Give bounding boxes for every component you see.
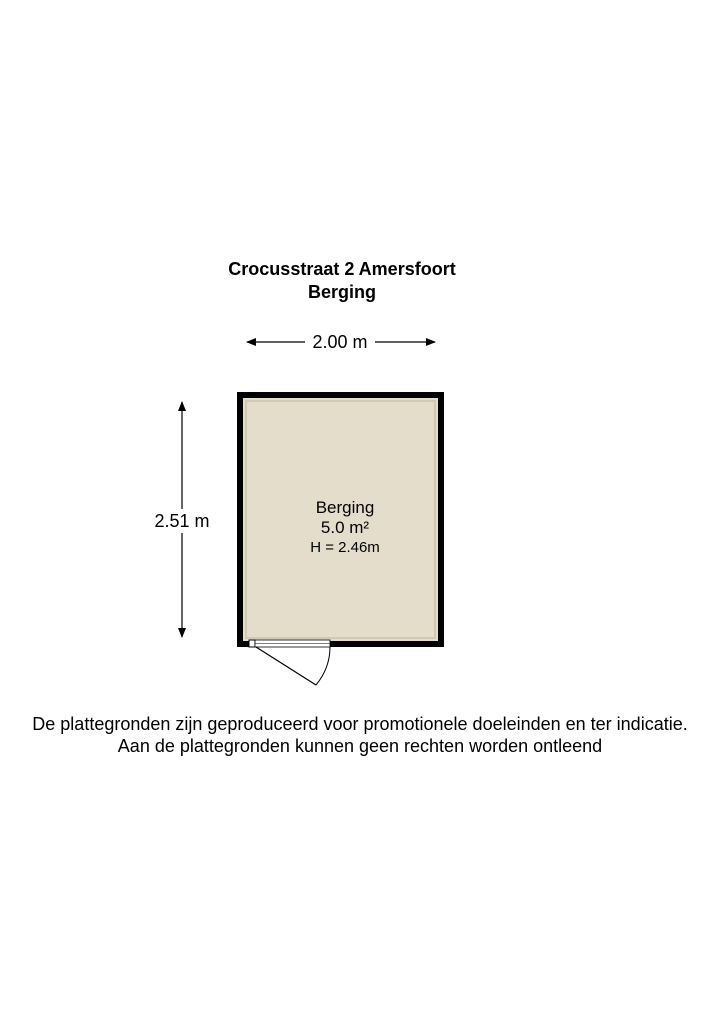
room-height-label: H = 2.46m: [310, 539, 380, 556]
door: [249, 640, 330, 685]
room-area-label: 5.0 m²: [320, 518, 370, 537]
door-swing-arc: [316, 647, 330, 685]
disclaimer-line-2: Aan de plattegronden kunnen geen rechten worden ontleend: [117, 736, 603, 756]
disclaimer-line-1: De plattegronden zijn geproduceerd voor promotionele doeleinden en ter indicatie.: [32, 714, 688, 734]
room-name-label: Berging: [315, 498, 375, 517]
width-dimension-label: 2.00 m: [307, 332, 373, 352]
height-dimension-label: 2.51 m: [148, 511, 216, 531]
floor-title: Berging: [307, 282, 376, 302]
address-title: Crocusstraat 2 Amersfoort: [228, 259, 456, 279]
door-leaf: [256, 647, 316, 685]
door-jamb-left: [249, 640, 255, 647]
